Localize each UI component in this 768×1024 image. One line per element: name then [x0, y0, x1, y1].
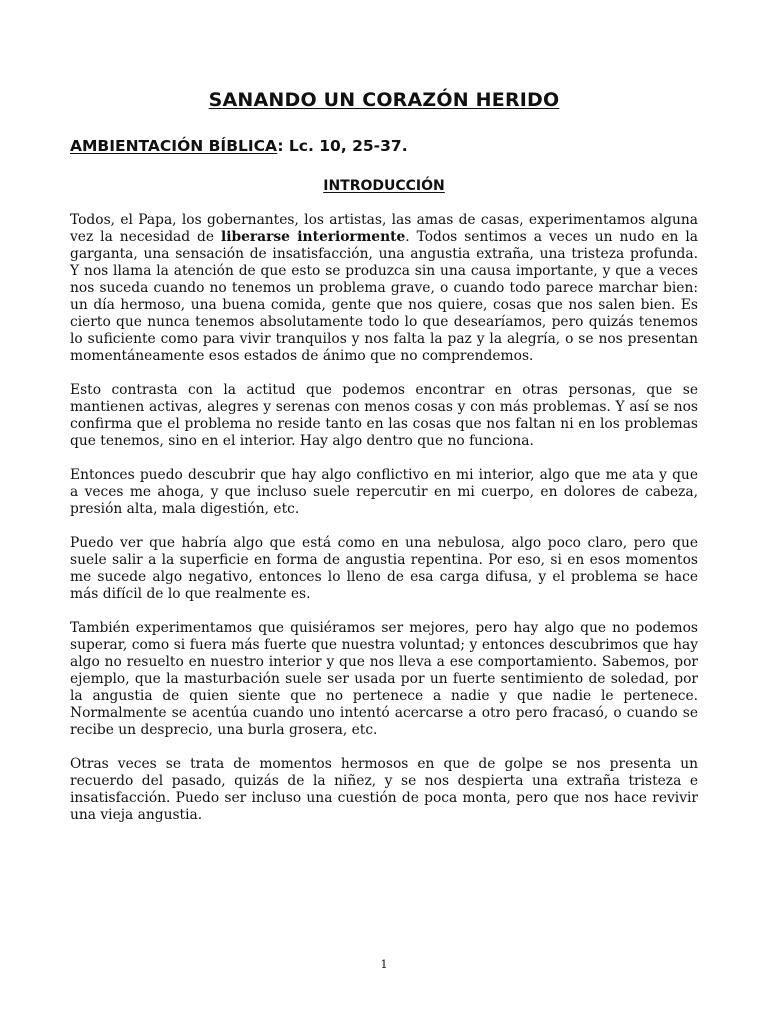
paragraph-6: Otras veces se trata de momentos hermosos en que de golpe se nos presenta un recuerdo del pasado, quizás de la niñez, y se nos despierta una extraña tristeza e insatisfacción. Puedo ser incluso una cuestión de poca monta, pero que nos hace revivir una vieja angustia. — [70, 756, 698, 823]
document-title: SANANDO UN CORAZÓN HERIDO — [208, 89, 560, 111]
paragraph-3: Entonces puedo descubrir que hay algo conflictivo en mi interior, algo que me ata y que a veces me ahoga, y que incluso suele repercutir en mi cuerpo, en dolores de cabeza, presión alta, mala digestión, etc. — [70, 467, 698, 517]
paragraph-5: También experimentamos que quisiéramos ser mejores, pero hay algo que no podemos superar, como si fuera más fuerte que nuestra voluntad; y entonces descubrimos que hay algo no resuelto en nuestro interior y que nos lleva a ese comportamiento. Sabemos, por ejemplo, que la masturbación suele ser usada por un fuerte sentimiento de soledad, por la angustia de quien siente que no pertenece a nadie y que nadie le pertenece. Normalmente se acentúa cuando uno intentó acercarse a otro pero fracasó, o cuando se recibe un desprecio, una burla grosera, etc. — [70, 620, 698, 738]
paragraph-1-bold: liberarse interiormente — [221, 229, 406, 245]
introduction-heading: INTRODUCCIÓN — [323, 178, 445, 194]
biblical-setting-reference: Lc. 10, 25-37. — [283, 137, 408, 155]
paragraph-1 — [70, 212, 698, 365]
paragraph-4: Puedo ver que habría algo que está como en una nebulosa, algo poco claro, pero que suele salir a la superficie en forma de angustia repentina. Por eso, si en esos momentos me sucede algo negativo, entonces lo lleno de esa carga difusa, y el problema se hace más difícil de lo que realmente es. — [70, 535, 698, 602]
document-body — [70, 212, 698, 841]
biblical-setting-label: AMBIENTACIÓN BÍBLICA — [70, 137, 278, 155]
page-number: 1 — [380, 958, 388, 971]
paragraph-2: Esto contrasta con la actitud que podemos encontrar en otras personas, que se mantienen activas, alegres y serenas con menos cosas y con más problemas. Y así se nos confirma que el problema no reside tanto en las cosas que nos faltan ni en los problemas que tenemos, sino en el interior. Hay algo dentro que no funciona. — [70, 382, 698, 449]
biblical-setting-separator: : — [277, 137, 284, 155]
paragraph-1-text-a: Todos, el Papa, los gobernantes, los artistas, las amas de casas, experimentamos alguna vez la necesidad de — [70, 212, 698, 245]
paragraph-1-text-b: . Todos sentimos a veces un nudo en la garganta, una sensación de insatisfacción, una angustia extraña, una tristeza profunda. Y nos llama la atención de que esto se produzca sin una causa importante, y que a veces nos suceda cuando no tenemos un problema grave, o cuando todo parece marchar bien: un día hermoso, una buena comida, gente que nos quiere, cosas que nos salen bien. Es cierto que nunca tenemos absolutamente todo lo que desearíamos, pero quizás tenemos lo suficiente como para vivir tranquilos y nos falta la paz y la alegría, o se nos presentan momentáneamente esos estados de ánimo que no comprendemos. — [70, 229, 698, 364]
biblical-setting — [70, 136, 408, 155]
